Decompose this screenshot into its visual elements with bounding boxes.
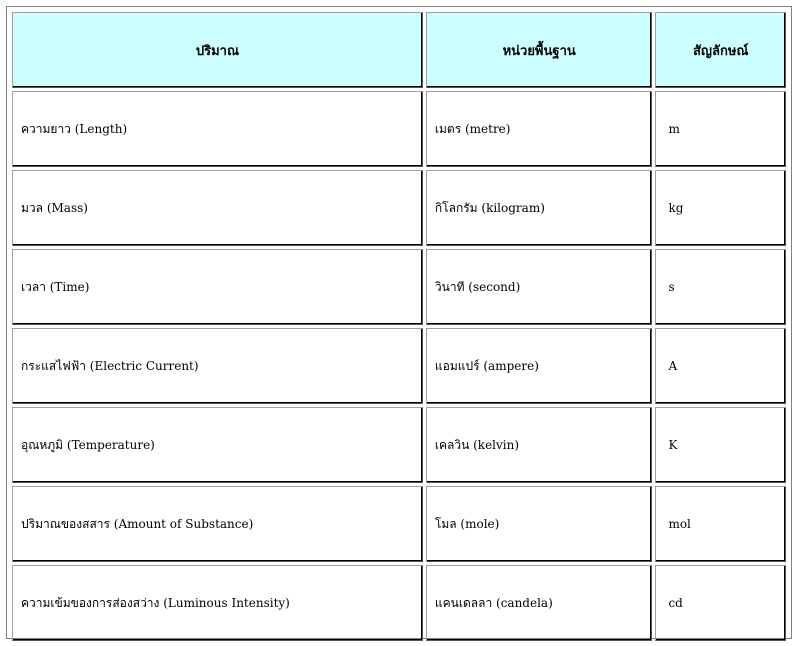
cell-symbol: m [655,91,786,167]
cell-symbol: K [655,407,786,483]
cell-symbol: mol [655,486,786,562]
table-row [12,328,786,404]
cell-quantity: กระแสไฟฟ้า (Electric Current) [12,328,423,404]
cell-quantity: ความยาว (Length) [12,91,423,167]
cell-unit: แอมแปร์ (ampere) [426,328,653,404]
cell-symbol: cd [655,565,786,641]
cell-unit: เมตร (metre) [426,91,653,167]
cell-unit: แคนเดลลา (candela) [426,565,653,641]
cell-unit: เคลวิน (kelvin) [426,407,653,483]
cell-quantity: ปริมาณของสสาร (Amount of Substance) [12,486,423,562]
table-row [12,249,786,325]
header-base-unit: หน่วยพื้นฐาน [426,12,653,88]
table-row [12,170,786,246]
table-row [12,565,786,641]
table-header-row [12,12,786,88]
cell-unit: โมล (mole) [426,486,653,562]
si-units-table [9,9,789,644]
table-row [12,407,786,483]
cell-unit: กิโลกรัม (kilogram) [426,170,653,246]
cell-quantity: ความเข้มของการส่องสว่าง (Luminous Intensity) [12,565,423,641]
si-units-table-frame [6,6,792,639]
cell-quantity: มวล (Mass) [12,170,423,246]
table-row [12,91,786,167]
header-quantity: ปริมาณ [12,12,423,88]
table-row [12,486,786,562]
cell-symbol: s [655,249,786,325]
cell-quantity: อุณหภูมิ (Temperature) [12,407,423,483]
header-symbol: สัญลักษณ์ [655,12,786,88]
cell-unit: วินาที (second) [426,249,653,325]
cell-symbol: kg [655,170,786,246]
cell-symbol: A [655,328,786,404]
cell-quantity: เวลา (Time) [12,249,423,325]
